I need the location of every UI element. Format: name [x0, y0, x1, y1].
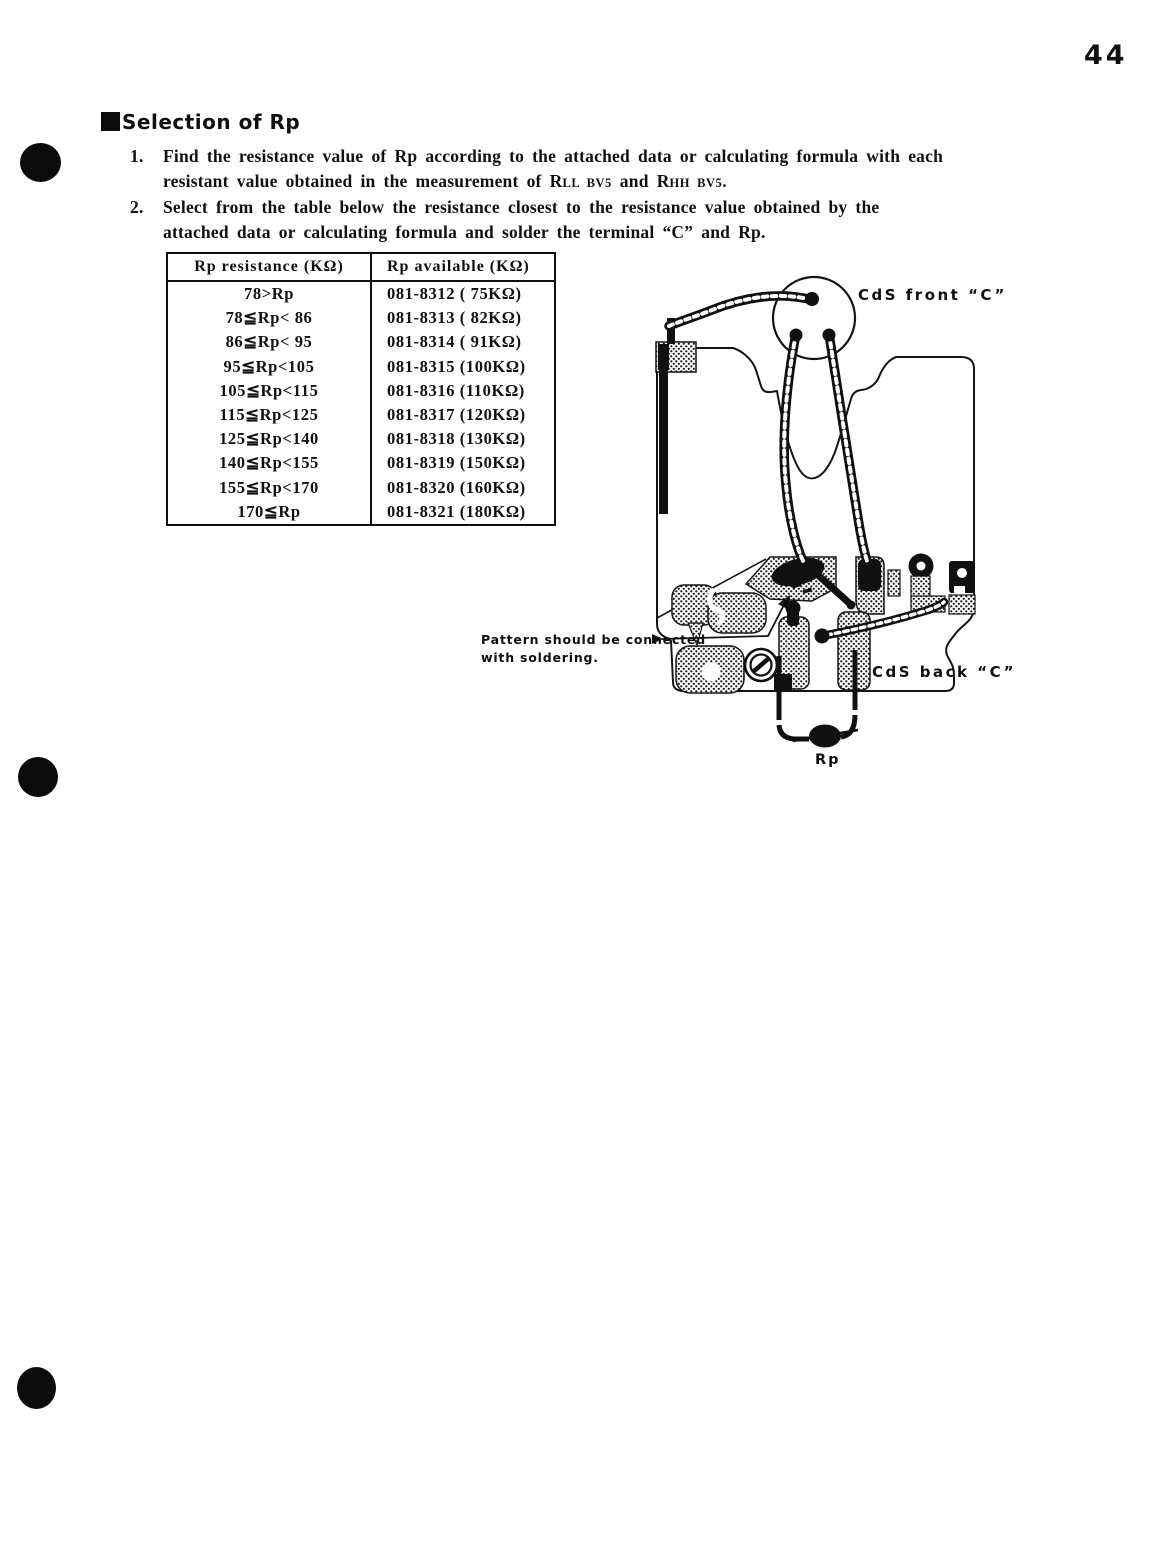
rp-available-cell: 081-8314 ( 91KΩ): [387, 332, 522, 352]
instruction-2-line-1: Select from the table below the resistance closest to the resistance value obtained by the: [163, 197, 880, 218]
left-edge-bar: [659, 344, 668, 514]
cds-front-label: CdS front “C”: [858, 286, 1007, 304]
rp-available-cell: 081-8315 (100KΩ): [387, 356, 526, 376]
cds-cell-circle: [773, 277, 855, 359]
instruction-item-1: [130, 144, 1060, 195]
table-header-resistance: Rp resistance (KΩ): [167, 253, 371, 281]
rp-available-cell: 081-8317 (120KΩ): [387, 405, 526, 425]
screw-icon: [745, 649, 777, 681]
rp-resistance-cell: 86≦Rp< 95: [167, 330, 371, 354]
pad-hole: [702, 663, 721, 682]
instruction-list: [130, 144, 1060, 244]
rp-resistance-cell: 140≦Rp<155: [167, 451, 371, 475]
instruction-1-line-1: Find the resistance value of Rp according to the attached data or calculating formula with each: [163, 146, 944, 166]
instruction-item-2: [130, 195, 1060, 244]
rp-resistance-cell: 78≦Rp< 86: [167, 306, 371, 330]
rp-available-cell: 081-8319 (150KΩ): [387, 453, 526, 473]
pattern-note-line1: Pattern should be connected: [481, 632, 706, 647]
rp-available-cell: 081-8312 ( 75KΩ): [387, 284, 522, 304]
rp-resistance-cell: 115≦Rp<125: [167, 403, 371, 427]
wire-dot: [823, 329, 836, 342]
rp-available-cell: 081-8318 (130KΩ): [387, 429, 526, 449]
wire-dot: [815, 629, 830, 644]
section-heading-text: Selection of Rp: [122, 110, 301, 134]
pattern-note-line2: with soldering.: [481, 650, 599, 665]
table-header-available: Rp available (KΩ): [371, 253, 555, 281]
punch-hole-bottom: [17, 1367, 56, 1409]
rp-label: Rp: [815, 752, 841, 768]
rp-resistance-cell: 95≦Rp<105: [167, 355, 371, 379]
cds-wiring-diagram: [440, 250, 1080, 790]
instruction-1-line-2: resistant value obtained in the measurement of RLL BV5 and RHH BV5.: [163, 170, 727, 191]
rp-available-cell: 081-8321 (180KΩ): [387, 501, 526, 521]
rp-available-cell: 081-8316 (110KΩ): [387, 380, 525, 400]
rp-resistance-cell: 125≦Rp<140: [167, 427, 371, 451]
heading-bullet-square: [101, 112, 120, 131]
rp-resistance-cell: 155≦Rp<170: [167, 476, 371, 500]
instruction-number: 1.: [130, 146, 144, 166]
punch-hole-top: [20, 143, 61, 182]
cds-back-label: CdS back “C”: [872, 663, 1016, 681]
rp-resistance-cell: 78>Rp: [167, 281, 371, 306]
page-number: 44: [1084, 40, 1128, 71]
rp-resistance-cell: 105≦Rp<115: [167, 379, 371, 403]
rp-resistance-cell: 170≦Rp: [167, 500, 371, 525]
rp-available-cell: 081-8320 (160KΩ): [387, 477, 526, 497]
rp-available-cell: 081-8313 ( 82KΩ): [387, 308, 522, 328]
instruction-2-line-2: attached data or calculating formula and solder the terminal “C” and Rp.: [163, 221, 766, 242]
punch-hole-middle: [18, 757, 58, 797]
wire-dot: [790, 329, 803, 342]
wire-dot: [805, 292, 819, 306]
section-heading: [101, 110, 300, 134]
instruction-number: 2.: [130, 197, 144, 218]
